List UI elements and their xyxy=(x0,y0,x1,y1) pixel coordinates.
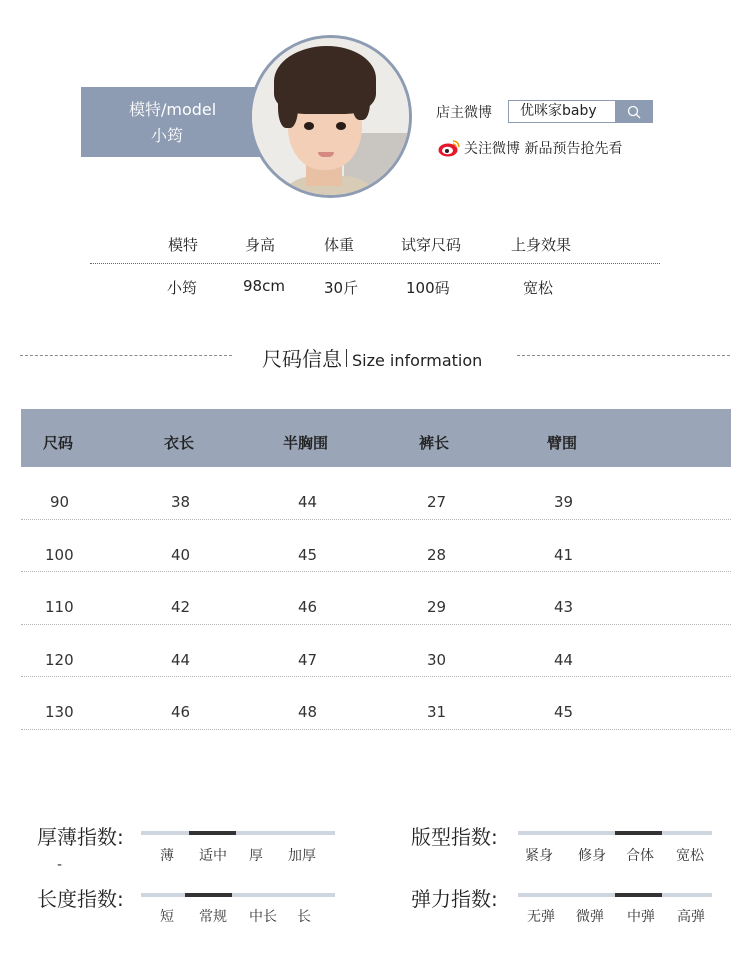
fit-index-label: 版型指数: xyxy=(411,825,498,849)
weibo-search-button[interactable] xyxy=(615,101,652,122)
cell-size: 100 xyxy=(45,545,74,564)
stats-value-model: 小筠 xyxy=(167,279,198,297)
cell-arm: 41 xyxy=(554,545,574,564)
model-tag xyxy=(81,87,271,157)
thickness-option: 厚 xyxy=(249,848,263,864)
thickness-index-track xyxy=(141,831,335,835)
cell-length: 46 xyxy=(171,703,191,722)
elasticity-option: 中弹 xyxy=(627,909,655,925)
length-index-marker xyxy=(185,893,232,897)
cell-pants-length: 28 xyxy=(427,545,447,564)
length-index-label: 长度指数: xyxy=(37,887,124,911)
section-title-en: Size information xyxy=(352,351,483,370)
elasticity-option: 无弹 xyxy=(527,909,555,925)
table-row xyxy=(21,625,731,678)
length-option: 常规 xyxy=(199,909,227,925)
stats-value-size: 100码 xyxy=(406,279,450,297)
stray-dash: - xyxy=(57,857,63,873)
stats-header-height: 身高 xyxy=(245,236,276,254)
cell-size: 120 xyxy=(45,650,74,669)
thickness-option: 薄 xyxy=(160,848,174,864)
cell-length: 42 xyxy=(171,598,191,617)
fit-option: 修身 xyxy=(578,848,606,864)
fit-option: 宽松 xyxy=(676,848,704,864)
weibo-follow-text: 关注微博 新品预告抢先看 xyxy=(464,141,623,157)
cell-pants-length: 31 xyxy=(427,703,447,722)
cell-arm: 44 xyxy=(554,650,574,669)
stats-header-weight: 体重 xyxy=(324,236,355,254)
table-row xyxy=(21,572,731,625)
header-length: 衣长 xyxy=(164,434,195,452)
cell-size: 110 xyxy=(45,598,74,617)
weibo-follow[interactable] xyxy=(438,138,622,158)
elasticity-index-marker xyxy=(615,893,662,897)
fit-index-marker xyxy=(615,831,662,835)
elasticity-index-track xyxy=(518,893,712,897)
thickness-option: 加厚 xyxy=(288,848,316,864)
elasticity-index-label: 弹力指数: xyxy=(411,887,498,911)
stats-value-fit: 宽松 xyxy=(523,279,554,297)
stats-header-fit: 上身效果 xyxy=(511,236,572,254)
section-title-cn: 尺码信息 xyxy=(262,347,342,371)
cell-pants-length: 29 xyxy=(427,598,447,617)
model-stats-header xyxy=(0,234,750,258)
length-option: 中长 xyxy=(249,909,277,925)
elasticity-option: 高弹 xyxy=(677,909,705,925)
header-half-chest: 半胸围 xyxy=(283,434,329,452)
fit-option: 紧身 xyxy=(525,848,553,864)
section-divider-right xyxy=(517,355,730,356)
fit-option: 合体 xyxy=(626,848,654,864)
stats-header-model: 模特 xyxy=(168,236,199,254)
fit-index-track xyxy=(518,831,712,835)
cell-length: 40 xyxy=(171,545,191,564)
length-index-track xyxy=(141,893,335,897)
stats-value-weight: 30斤 xyxy=(324,279,359,297)
cell-arm: 43 xyxy=(554,598,574,617)
length-option: 短 xyxy=(160,909,174,925)
weibo-label: 店主微博 xyxy=(436,105,492,121)
cell-size: 90 xyxy=(50,493,70,511)
cell-pants-length: 27 xyxy=(427,493,447,511)
cell-half-chest: 46 xyxy=(298,598,318,617)
model-tag-name: 小筠 xyxy=(151,126,184,145)
cell-length: 38 xyxy=(171,493,191,511)
cell-half-chest: 44 xyxy=(298,493,318,511)
section-divider-left xyxy=(20,355,232,356)
table-row xyxy=(21,677,731,730)
thickness-index-label: 厚薄指数: xyxy=(37,825,124,849)
size-table xyxy=(21,409,731,730)
cell-half-chest: 48 xyxy=(298,703,318,722)
table-row xyxy=(21,520,731,573)
search-icon xyxy=(627,105,641,119)
thickness-option: 适中 xyxy=(199,848,227,864)
header-pants-length: 裤长 xyxy=(419,434,450,452)
weibo-search-box[interactable] xyxy=(508,100,653,123)
stats-value-height: 98cm xyxy=(243,277,285,295)
weibo-handle[interactable]: 优咪家baby xyxy=(520,103,597,119)
model-stats-values xyxy=(0,277,750,301)
cell-pants-length: 30 xyxy=(427,650,447,669)
cell-arm: 45 xyxy=(554,703,574,722)
table-row xyxy=(21,467,731,520)
weibo-icon xyxy=(438,139,460,157)
header-size: 尺码 xyxy=(43,434,74,452)
section-title xyxy=(262,343,482,372)
header-arm: 臂围 xyxy=(547,434,578,452)
size-table-header xyxy=(21,409,731,467)
cell-half-chest: 47 xyxy=(298,650,318,669)
cell-length: 44 xyxy=(171,650,191,669)
model-tag-label: 模特/model xyxy=(129,100,217,119)
cell-size: 130 xyxy=(45,703,74,722)
cell-half-chest: 45 xyxy=(298,545,318,564)
model-avatar xyxy=(249,35,412,198)
length-option: 长 xyxy=(297,909,311,925)
stats-header-size: 试穿尺码 xyxy=(401,236,462,254)
thickness-index-marker xyxy=(189,831,236,835)
stats-divider xyxy=(90,263,660,264)
cell-arm: 39 xyxy=(554,493,574,511)
elasticity-option: 微弹 xyxy=(576,909,604,925)
